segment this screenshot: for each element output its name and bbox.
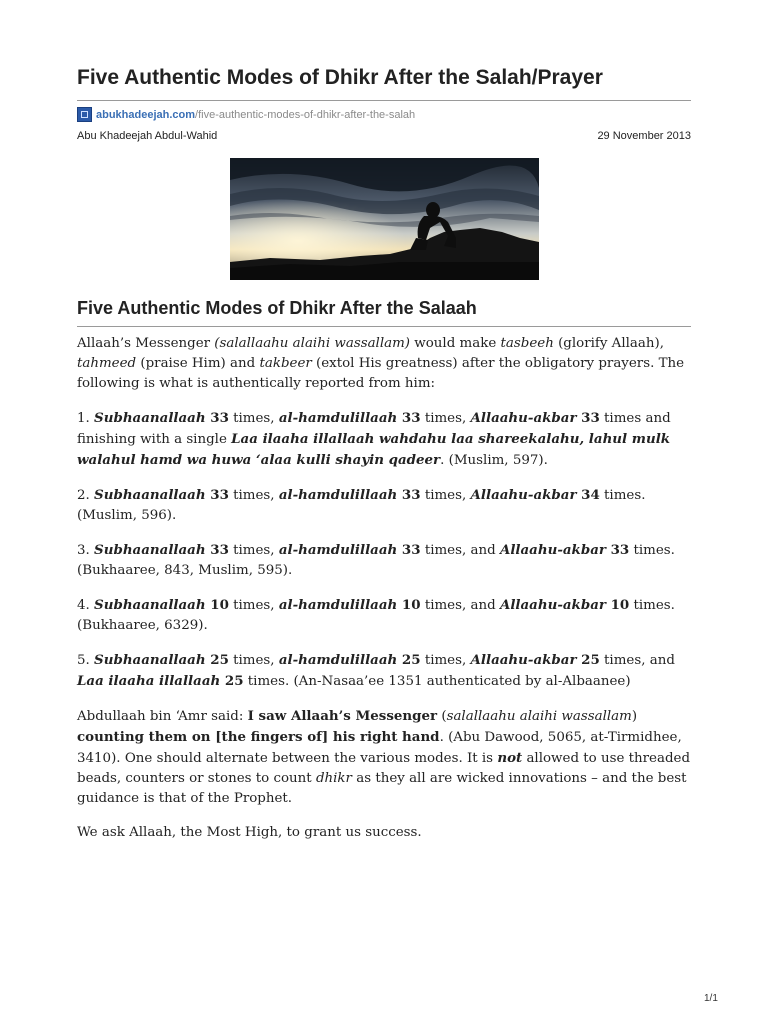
source-path[interactable]: /five-authentic-modes-of-dhikr-after-the-salah (195, 108, 416, 121)
author: Abu Khadeejah Abdul-Wahid (77, 130, 218, 142)
source-url[interactable] (77, 107, 415, 122)
source-domain-link[interactable]: abukhadeejah.com (96, 108, 196, 121)
article-meta (77, 130, 691, 142)
site-favicon-icon (77, 107, 92, 122)
closing-paragraph: We ask Allaah, the Most High, to grant us success. (77, 825, 422, 840)
publish-date: 29 November 2013 (597, 130, 691, 142)
mode-item-1: 1. Subhaanallaah 33 times, al-hamdulillaah 33 times, Allaahu-akbar 33 times and finishing with a single Laa ilaaha illallaah wahdahu laa shareekalahu, lahul mulk walahul hamd wa huwa ‘alaa kulli shayin qadeer. (Muslim, 597). (77, 410, 671, 468)
page-number: 1/1 (704, 993, 718, 1004)
page-title: Five Authentic Modes of Dhikr After the Salah/Prayer (77, 66, 603, 89)
title-divider (77, 100, 691, 101)
mode-item-3: 3. Subhaanallaah 33 times, al-hamdulillaah 33 times, and Allaahu-akbar 33 times. (Bukhaaree, 843, Muslim, 595). (77, 542, 675, 578)
article-body (77, 334, 691, 857)
hero-image (230, 158, 539, 280)
mode-item-4: 4. Subhaanallaah 10 times, al-hamdulillaah 10 times, and Allaahu-akbar 10 times. (Bukhaaree, 6329). (77, 597, 675, 633)
mode-item-2: 2. Subhaanallaah 33 times, al-hamdulillaah 33 times, Allaahu-akbar 34 times. (Muslim, 596). (77, 487, 646, 523)
section-divider (77, 326, 691, 327)
section-heading: Five Authentic Modes of Dhikr After the Salaah (77, 298, 477, 318)
intro-paragraph: Allaah’s Messenger (salallaahu alaihi wassallam) would make tasbeeh (glorify Allaah), tahmeed (praise Him) and takbeer (extol His greatness) after the obligatory prayers. The following is what is authentically reported from him: (77, 336, 685, 391)
praying-silhouette-image (230, 158, 539, 280)
hadith-paragraph: Abdullaah bin ‘Amr said: I saw Allaah’s Messenger (salallaahu alaihi wassallam) counting them on [the fingers of] his right hand. (Abu Dawood, 5065, at-Tirmidhee, 3410). One should alternate between the various modes. It is not allowed to use threaded beads, counters or stones to count dhikr as they all are wicked innovations – and the best guidance is that of the Prophet. (77, 708, 691, 806)
mode-item-5: 5. Subhaanallaah 25 times, al-hamdulillaah 25 times, Allaahu-akbar 25 times, and Laa ilaaha illallaah 25 times. (An-Nasaa’ee 1351 authenticated by al-Albaanee) (77, 652, 675, 689)
